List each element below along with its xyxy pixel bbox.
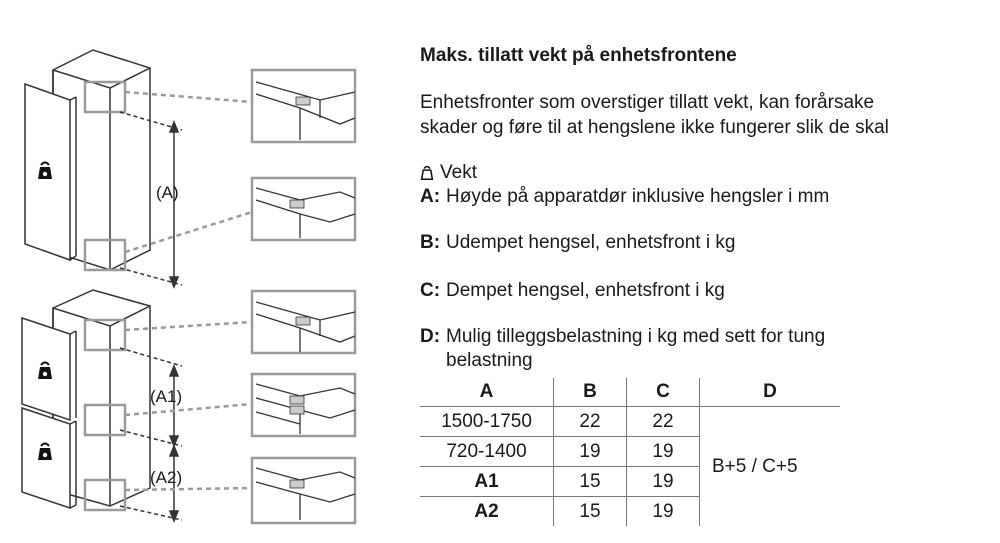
table-cell: 1500-1750 [420,407,554,437]
hinge-detail [252,458,355,523]
legend-b [420,232,735,254]
column-header: D [700,378,841,407]
table-cell: 19 [627,467,700,497]
hinge-detail [252,374,355,436]
legend-key: D: [420,326,441,347]
table-cell: 22 [554,407,627,437]
weight-icon [420,164,434,180]
legend-text: Udempet hengsel, enhetsfront i kg [446,232,736,253]
table-header-row [420,378,840,407]
hinge-detail [252,291,355,353]
table-cell: 720-1400 [420,437,554,467]
hinge-detail [252,70,355,142]
label-a1: (A1) [150,387,183,406]
column-header: C [627,378,700,407]
legend-key: B: [420,232,441,253]
intro-line-2: skader og føre til at hengslene ikke fungerer slik de skal [420,117,889,138]
legend-c [420,280,725,302]
label-a2: (A2) [150,468,183,487]
table-cell: 19 [627,497,700,527]
legend-a [420,186,829,208]
legend-d-continued: belastning [446,350,533,371]
legend-weight-label: Vekt [440,162,477,183]
label-a: (A) [156,183,179,202]
table-cell: 22 [627,407,700,437]
intro-line-1: Enhetsfronter som overstiger tillatt vekt, kan forårsake [420,92,875,113]
table-cell-d: B+5 / C+5 [700,407,841,527]
table-row [420,407,840,437]
legend-key: A: [420,186,441,207]
legend-text: Høyde på apparatdør inklusive hengsler i mm [446,186,830,207]
hinge-detail [252,178,355,240]
column-header: A [420,378,554,407]
table-cell: 19 [627,437,700,467]
legend-weight [420,162,477,184]
table-cell: 19 [554,437,627,467]
legend-key: C: [420,280,441,301]
table-cell: 15 [554,467,627,497]
legend-d [420,326,825,348]
column-header: B [554,378,627,407]
weights-table [420,378,840,526]
legend-text: Mulig tilleggsbelastning i kg med sett for tung [446,326,826,347]
table-cell: 15 [554,497,627,527]
table-cell: A1 [420,467,554,497]
table-cell: A2 [474,500,499,522]
appliance-diagram [0,0,400,543]
legend-text: Dempet hengsel, enhetsfront i kg [446,280,725,301]
page-title: Maks. tillatt vekt på enhetsfrontene [420,45,737,66]
